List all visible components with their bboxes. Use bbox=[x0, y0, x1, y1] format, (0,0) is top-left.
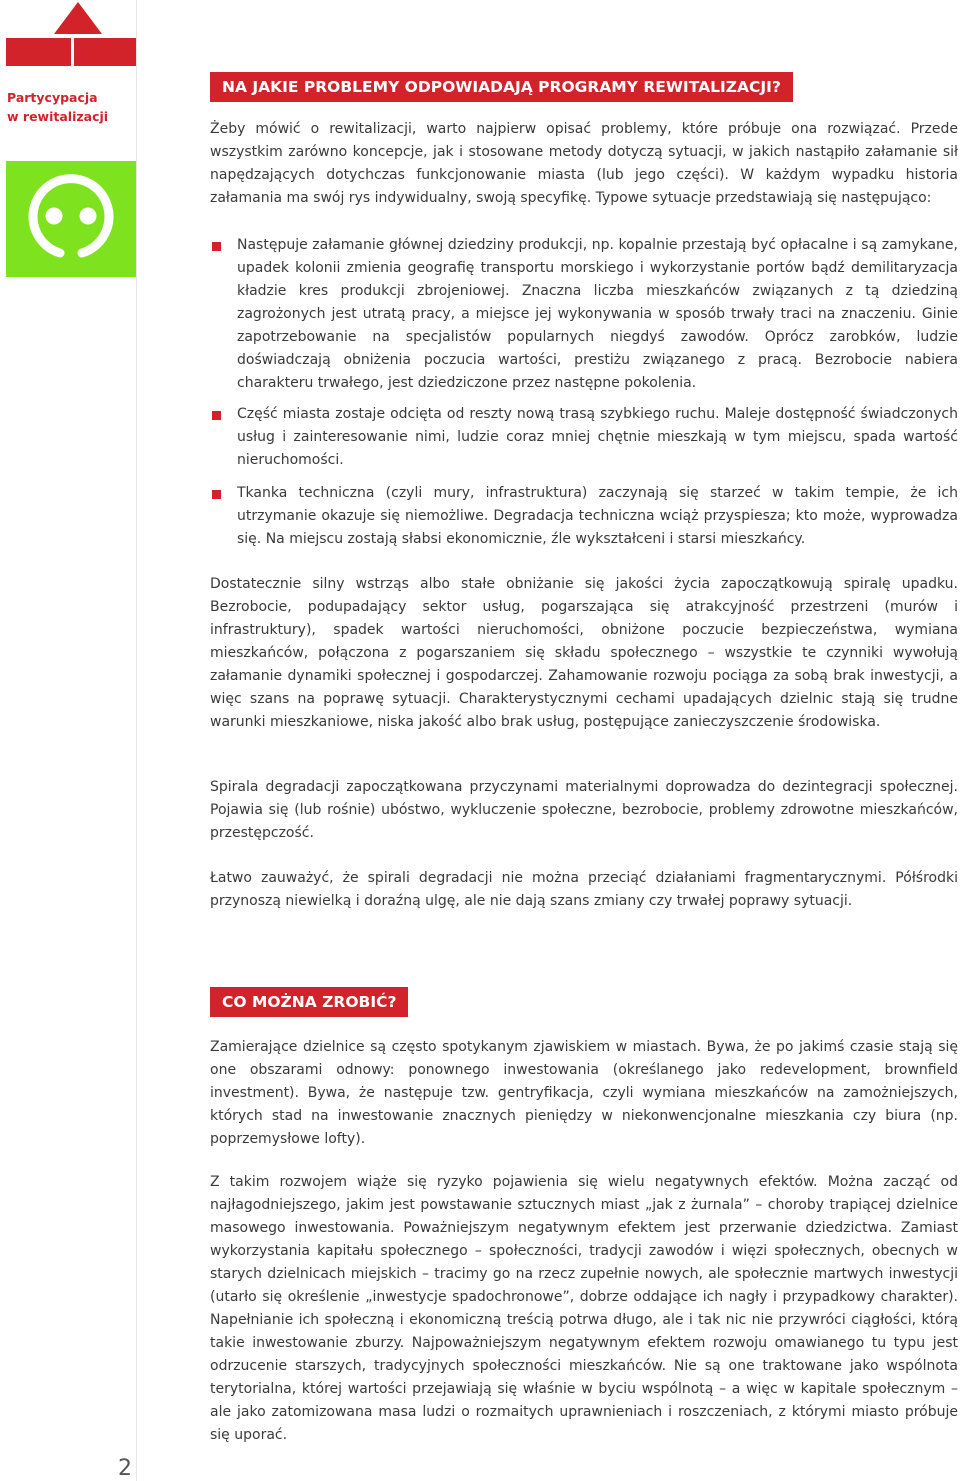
list-item-text: Część miasta zostaje odcięta od reszty nową trasą szybkiego ruchu. Maleje dostępność świadczonych usług i zainteresowanie nimi, ludzie coraz mniej chętnie mieszkają w tym miejscu, spada wartość nieruchomości. bbox=[237, 406, 958, 468]
bullet-square-icon bbox=[212, 411, 221, 420]
list-item-text: Tkanka techniczna (czyli mury, infrastruktura) zaczynają się starzeć w takim tempie, że ich utrzymanie okazuje się niemożliwe. Degradacja techniczna wciąż przyspiesza; kto może, wyprowadza się. Na miejscu zostają słabsi ekonomicznie, źle wykształceni i starsi mieszkańcy. bbox=[237, 485, 958, 547]
page-number: 2 bbox=[118, 1456, 132, 1481]
sidebar-title-line1: Partycypacja bbox=[7, 90, 98, 105]
body-paragraph: Dostatecznie silny wstrząs albo stałe obniżanie się jakości życia zapoczątkowują spiralę upadku. Bezrobocie, podupadający sektor usług, pogarszająca się atrakcyjność przestrzeni (murów i infrastruktury), spadek wartości nieruchomości, obniżone poczucie bezpieczeństwa, wymiana mieszkańców, połączona z pogarszaniem się składu społecznego – wszystkie te czynniki wywołują załamanie dynamiki społecznej i gospodarczej. Zahamowanie rozwoju pociąga za sobą brak inwestycji, a więc szans na poprawę sytuacji. Charakterystycznymi cechami upadających dzielnic stają się trudne warunki mieszkaniowe, niska jakość albo brak usług, postępujące zanieczyszczenie środowiska. bbox=[210, 576, 958, 730]
body-paragraph: Z takim rozwojem wiąże się ryzyko pojawienia się wielu negatywnych efektów. Można zacząć od najłagodniejszego, jakim jest powstawanie sztucznych miast „jak z żurnala” – choroby trapiącej dzielnice masowego inwestowania. Poważniejszym negatywnym efektem jest przerwanie dziedzictwa. Zamiast wykorzystania kapitału społecznego – społeczności, tradycji zawodów i więzi społecznych, obecnych w starych dzielnicach miejskich – tracimy go na rzecz zupełnie nowych, ale społecznie martwych inwestycji (utarło się określenie „inwestycje spadochronowe”, dobrze oddające ich nagły i przypadkowy charakter). Napełnianie ich społeczną i ekonomiczną treścią potrwa długo, ale i tak nic nie przywróci ciągłości, którą takie inwestowanie zburzy. Najpoważniejszym negatywnym efektem rozwoju omawianego tu typu jest odrzucenie starszych, tradycyjnych społeczności mieszkańców. Nie są one traktowane jako wspólnota terytorialna, której wartości przejawiają się właśnie w byciu wspólnotą – a więc w kapitale społecznym – ale jako zatomizowana masa ludzi o rozmaitych uprawnieniach i roszczeniach, z którymi miasto próbuje się uporać. bbox=[210, 1174, 958, 1443]
section-heading-problems: NA JAKIE PROBLEMY ODPOWIADAJĄ PROGRAMY REWITALIZACJI? bbox=[210, 72, 793, 102]
body-paragraph: Łatwo zauważyć, że spirali degradacji nie można przeciąć działaniami fragmentarycznymi. Półśrodki przynoszą niewielką i doraźną ulgę, ale nie dają szans zmiany czy trwałej poprawy sytuacji. bbox=[210, 870, 958, 909]
body-paragraph: Zamierające dzielnice są często spotykanym zjawiskiem w miastach. Bywa, że po jakimś czasie stają się one obszarami odnowy: ponownego inwestowania (określanego jako redevelopment, brownfield investment). Bywa, że następuje tzw. gentryfikacja, czyli wymiana mieszkańców na zamożniejszych, których stad na inwestowanie znacznych pieniędzy w niekonwencjonalne mieszkania czy biura (np. poprzemysłowe lofty). bbox=[210, 1039, 958, 1147]
list-item-text: Następuje załamanie głównej dziedziny produkcji, np. kopalnie przestają być opłacalne i są zamykane, upadek kolonii zmienia geografię transportu morskiego i wykorzystanie portów bądź demilitaryzacja kładzie kres produkcji zbrojeniowej. Znaczna liczba mieszkańców związanych z tą dziedziną zagrożonych jest utratą pracy, a miejsce jej wykonywania w sposób trwały traci na znaczeniu. Ginie zapotrzebowanie na specjalistów popularnych niegdyś zawodów. Oprócz zarobków, ludzie doświadczają obniżenia poczucia wartości, prestiżu związanego z pracą. Bezrobocie nabiera charakteru trwałego, jest dziedziczone przez następne pokolenia. bbox=[237, 237, 958, 391]
intro-paragraph: Żeby mówić o rewitalizacji, warto najpierw opisać problemy, które próbuje ona rozwiązać. Przede wszystkim zarówno koncepcje, jak i stosowane metody dotyczą sytuacji, w jakich nastąpiło załamanie sił napędzających dotychczas funkcjonowanie miasta (lub jego części). W każdym wypadku historia załamania ma swój rys indywidualny, swoją specyfikę. Typowe sytuacje przedstawiają się następująco: bbox=[210, 121, 958, 206]
sidebar bbox=[0, 0, 137, 1481]
sidebar-title-line2: w rewitalizacji bbox=[7, 109, 109, 124]
sidebar-title bbox=[7, 88, 131, 126]
house-roof-logo-icon bbox=[6, 0, 136, 66]
section-heading-what-to-do: CO MOŻNA ZROBIĆ? bbox=[210, 987, 408, 1017]
bullet-square-icon bbox=[212, 490, 221, 499]
bullet-square-icon bbox=[212, 242, 221, 251]
body-paragraph: Spirala degradacji zapoczątkowana przyczynami materialnymi doprowadza do dezintegracji społecznej. Pojawia się (lub rośnie) ubóstwo, wykluczenie społeczne, bezrobocie, problemy zdrowotne mieszkańców, przestępczość. bbox=[210, 779, 958, 841]
plug-socket-icon bbox=[6, 161, 136, 277]
